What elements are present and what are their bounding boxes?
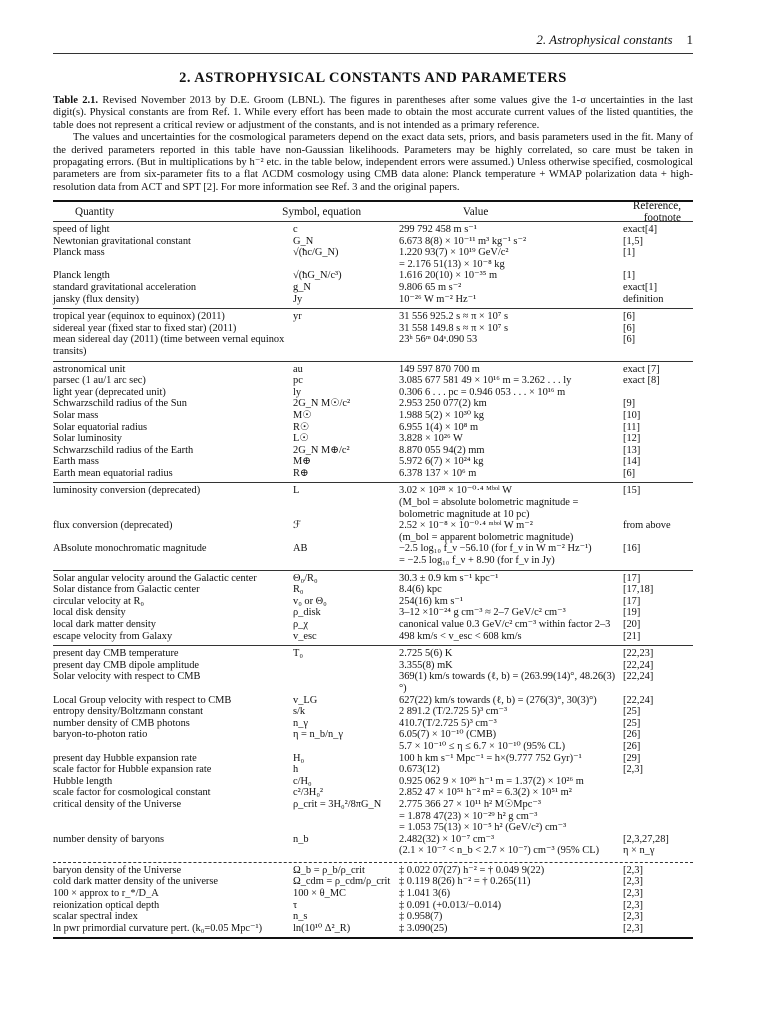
- value-cell: canonical value 0.3 GeV/c² cm⁻³ within factor 2–3: [399, 619, 611, 630]
- reference-cell: [2,3]: [623, 888, 643, 900]
- symbol-cell: Jy: [293, 293, 303, 305]
- reference-cell: exact [7]: [623, 363, 660, 375]
- value-cell: = −2.5 log₁₀ f_ν + 8.90 (for f_ν in Jy): [399, 555, 555, 567]
- quantity-cell: scale factor for cosmological constant: [53, 787, 211, 799]
- quantity-cell: ln pwr primordial curvature pert. (k₀=0.05 Mpc⁻¹): [53, 922, 263, 934]
- symbol-cell: η = n_b/n_γ: [293, 729, 343, 741]
- value-cell: 254(16) km s⁻¹: [399, 595, 464, 607]
- value-cell: ‡ 0.119 8(26) h⁻² = † 0.265(11): [399, 876, 531, 888]
- value-cell: = 1.878 47(23) × 10⁻²⁹ h² g cm⁻³: [399, 810, 538, 822]
- value-cell: 9.806 65 m s⁻²: [399, 281, 462, 293]
- quantity-cell: local dark matter density: [53, 619, 157, 630]
- table-row: [53, 923, 693, 935]
- value-cell: 299 792 458 m s⁻¹: [399, 224, 477, 235]
- symbol-cell: c²/3H₀²: [293, 787, 324, 799]
- value-cell: 23ʰ 56ᵐ 04ˢ.090 53: [399, 334, 478, 346]
- table-row: [53, 573, 693, 585]
- quantity-cell: Schwarzschild radius of the Sun: [53, 398, 187, 410]
- reference-cell: [15]: [623, 485, 641, 497]
- table-row: [53, 607, 693, 619]
- table-row: [53, 741, 693, 753]
- reference-cell: [19]: [623, 607, 641, 619]
- table-row: [53, 776, 693, 788]
- reference-cell: from above: [623, 520, 671, 532]
- reference-cell: [9]: [623, 398, 636, 410]
- symbol-cell: T₀: [293, 648, 303, 660]
- symbol-cell: H₀: [293, 752, 305, 764]
- value-cell: ‡ 0.022 07(27) h⁻² = † 0.049 9(22): [399, 864, 545, 876]
- quantity-cell: luminosity conversion (deprecated): [53, 485, 201, 497]
- table-group: [53, 483, 693, 569]
- reference-cell: [6]: [623, 311, 636, 323]
- table-row: [53, 584, 693, 596]
- quantity-cell: Solar angular velocity around the Galactic center: [53, 572, 257, 584]
- header-reference: Reference, footnote: [632, 199, 681, 224]
- header-value: Value: [462, 205, 489, 218]
- reference-cell: [25]: [623, 717, 641, 729]
- reference-cell: [22,24]: [623, 659, 654, 671]
- value-cell: ‡ 0.958(7): [399, 911, 443, 923]
- symbol-cell: n_s: [293, 911, 308, 923]
- quantity-cell: flux conversion (deprecated): [53, 520, 173, 532]
- value-cell: 6.955 1(4) × 10⁸ m: [399, 421, 479, 433]
- table-row: [53, 555, 693, 567]
- value-cell: 3.085 677 581 49 × 10¹⁶ m = 3.262 . . . ly: [399, 375, 572, 387]
- value-cell: 30.3 ± 0.9 km s⁻¹ kpc⁻¹: [399, 572, 499, 584]
- value-cell: 2 891.2 (T/2.725 5)³ cm⁻³: [399, 706, 508, 718]
- table-row: [53, 468, 693, 480]
- value-cell: 8.870 055 94(2) mm: [399, 444, 485, 456]
- symbol-cell: 2G_N M⊕/c²: [293, 444, 350, 456]
- symbol-cell: c: [293, 224, 298, 235]
- symbol-cell: n_γ: [293, 717, 308, 729]
- value-cell: 2.852 47 × 10⁵¹ h⁻² m² = 6.3(2) × 10⁵¹ m²: [399, 787, 572, 799]
- reference-cell: exact[1]: [623, 281, 658, 293]
- reference-cell: [29]: [623, 752, 641, 764]
- reference-cell: [2,3]: [623, 764, 643, 776]
- table-row: [53, 270, 693, 282]
- quantity-cell: sidereal year (fixed star to fixed star) (2011): [53, 322, 237, 334]
- quantity-cell: Earth mass: [53, 456, 99, 468]
- quantity-cell: 100 × approx to r_*/D_A: [53, 888, 159, 900]
- table-header: [53, 199, 693, 224]
- value-cell: ‡ 3.090(25): [399, 922, 448, 934]
- value-cell: 2.775 366 27 × 10¹¹ h² M☉Mpc⁻³: [399, 798, 541, 810]
- table-row: [53, 323, 693, 335]
- table-row: [53, 753, 693, 765]
- value-cell: 1.220 93(7) × 10¹⁹ GeV/c²: [399, 247, 509, 259]
- value-cell: 6.673 8(8) × 10⁻¹¹ m³ kg⁻¹ s⁻²: [399, 235, 527, 247]
- quantity-cell: present day CMB dipole amplitude: [53, 659, 200, 671]
- symbol-cell: yr: [293, 311, 302, 323]
- symbol-cell: g_N: [293, 281, 311, 293]
- value-cell: 2.953 250 077(2) km: [399, 398, 487, 410]
- symbol-cell: c/H₀: [293, 775, 312, 787]
- constants-table: [53, 200, 693, 939]
- quantity-cell: Solar mass: [53, 409, 99, 421]
- table-row: [53, 456, 693, 468]
- reference-cell: [2,3]: [623, 911, 643, 923]
- symbol-cell: ℱ: [293, 520, 302, 532]
- symbol-cell: Ω_cdm = ρ_cdm/ρ_crit: [293, 876, 391, 888]
- reference-cell: [12]: [623, 433, 641, 445]
- symbol-cell: v_esc: [293, 630, 317, 642]
- value-cell: = 1.053 75(13) × 10⁻⁵ h² (GeV/c²) cm⁻³: [399, 822, 567, 834]
- reference-cell: [6]: [623, 467, 636, 479]
- symbol-cell: R⊕: [293, 467, 309, 479]
- value-cell: 5.7 × 10⁻¹⁰ ≤ η ≤ 6.7 × 10⁻¹⁰ (95% CL): [399, 740, 566, 752]
- reference-cell: [17,18]: [623, 584, 654, 596]
- symbol-cell: ln(10¹⁰ Δ²_R): [293, 922, 351, 934]
- reference-cell: exact [8]: [623, 375, 660, 387]
- quantity-cell: scale factor for Hubble expansion rate: [53, 764, 212, 776]
- quantity-cell: Planck length: [53, 270, 110, 282]
- header-symbol: Symbol, equation: [282, 205, 362, 218]
- value-cell: 6.05(7) × 10⁻¹⁰ (CMB): [399, 729, 497, 741]
- symbol-cell: s/k: [293, 706, 306, 718]
- quantity-cell: Solar luminosity: [53, 433, 122, 445]
- table-row: [53, 387, 693, 399]
- value-cell: (M_bol = absolute bolometric magnitude = bolometric magnitude at 10 pc): [399, 497, 579, 520]
- quantity-cell: parsec (1 au/1 arc sec): [53, 375, 146, 387]
- quantity-cell: Schwarzschild radius of the Earth: [53, 444, 194, 456]
- symbol-cell: v₀ or Θ₀: [293, 595, 327, 607]
- reference-cell: definition: [623, 293, 664, 305]
- table-row: [53, 497, 693, 520]
- reference-cell: [16]: [623, 543, 641, 555]
- table-row: [53, 764, 693, 776]
- value-cell: 10⁻²⁶ W m⁻² Hz⁻¹: [399, 293, 477, 305]
- table-bottom-rule: [53, 937, 693, 939]
- quantity-cell: standard gravitational acceleration: [53, 281, 197, 293]
- table-row: [53, 876, 693, 888]
- table-row: [53, 445, 693, 457]
- quantity-cell: Planck mass: [53, 247, 105, 259]
- table-label: Table 2.1.: [53, 95, 99, 106]
- quantity-cell: Hubble length: [53, 775, 113, 787]
- value-cell: 0.673(12): [399, 764, 440, 776]
- quantity-cell: tropical year (equinox to equinox) (2011): [53, 311, 225, 323]
- symbol-cell: M⊕: [293, 456, 311, 468]
- value-cell: 369(1) km/s towards (ℓ, b) = (263.99(14)°, 48.26(3)°): [399, 671, 616, 694]
- reference-cell: [1,5]: [623, 235, 643, 247]
- symbol-cell: v_LG: [293, 694, 318, 706]
- table-row: [53, 799, 693, 811]
- table-row: [53, 375, 693, 387]
- table-row: [53, 398, 693, 410]
- value-cell: 410.7(T/2.725 5)³ cm⁻³: [399, 717, 497, 729]
- reference-cell: [2,3]: [623, 876, 643, 888]
- reference-cell: [2,3]: [623, 899, 643, 911]
- value-cell: = 2.176 51(13) × 10⁻⁸ kg: [399, 258, 505, 270]
- reference-cell: [13]: [623, 444, 641, 456]
- symbol-cell: M☉: [293, 409, 312, 421]
- quantity-cell: cold dark matter density of the universe: [53, 876, 219, 888]
- symbol-cell: Ω_b = ρ_b/ρ_crit: [293, 864, 365, 876]
- quantity-cell: astronomical unit: [53, 363, 126, 375]
- reference-cell: [1]: [623, 270, 636, 282]
- value-cell: 3.355(8) mK: [399, 659, 453, 671]
- caption-paragraph-1: [53, 95, 693, 132]
- value-cell: 3.02 × 10²⁸ × 10⁻⁰·⁴ ᴹᵇᵒˡ W: [399, 485, 512, 497]
- table-row: [53, 410, 693, 422]
- quantity-cell: number density of CMB photons: [53, 717, 190, 729]
- value-cell: −2.5 log₁₀ f_ν −56.10 (for f_ν in W m⁻² Hz⁻¹): [399, 543, 592, 555]
- table-row: [53, 631, 693, 643]
- quantity-cell: Newtonian gravitational constant: [53, 235, 191, 247]
- value-cell: 31 558 149.8 s ≈ π × 10⁷ s: [399, 322, 509, 334]
- caption-text-1: Revised November 2013 by D.E. Groom (LBNL). The figures in parentheses after some values give the 1-σ uncertainties in the last digit(s). Physical constants are from Ref. 1. While every effort has been made to obtain the most accurate current values of the listed quantities, the table does not represent a critical review or adjustment of the constants, and is not intended as a primary reference.: [53, 95, 694, 131]
- table-group: [53, 646, 693, 860]
- table-group: [53, 309, 693, 360]
- table-row: [53, 543, 693, 555]
- quantity-cell: critical density of the Universe: [53, 798, 182, 810]
- quantity-cell: speed of light: [53, 224, 110, 235]
- value-cell: ‡ 0.091 (+0.013/−0.014): [399, 899, 502, 911]
- table-row: [53, 596, 693, 608]
- value-cell: 498 km/s < v_esc < 608 km/s: [399, 630, 522, 642]
- reference-cell: [6]: [623, 322, 636, 334]
- reference-cell: [22,24]: [623, 671, 654, 683]
- value-cell: 100 h km s⁻¹ Mpc⁻¹ = h×(9.777 752 Gyr)⁻¹: [399, 752, 582, 764]
- reference-cell: [14]: [623, 456, 641, 468]
- table-row: [53, 706, 693, 718]
- value-cell: ‡ 1.041 3(6): [399, 888, 451, 900]
- reference-cell: [11]: [623, 421, 640, 433]
- table-group: [53, 863, 693, 938]
- value-cell: 5.972 6(7) × 10²⁴ kg: [399, 456, 484, 468]
- symbol-cell: τ: [293, 899, 298, 911]
- symbol-cell: G_N: [293, 235, 314, 247]
- table-row: [53, 422, 693, 434]
- quantity-cell: ABsolute monochromatic magnitude: [53, 543, 207, 555]
- reference-cell: [22,23]: [623, 648, 654, 660]
- table-body: [53, 222, 693, 937]
- table-row: [53, 845, 693, 857]
- page-title: 2. ASTROPHYSICAL CONSTANTS AND PARAMETERS: [179, 70, 567, 86]
- table-group: [53, 222, 693, 308]
- table-row: [53, 224, 693, 236]
- reference-cell: [10]: [623, 409, 641, 421]
- symbol-cell: L☉: [293, 433, 309, 445]
- reference-cell: [20]: [623, 619, 641, 630]
- table-row: [53, 834, 693, 846]
- reference-cell: [1]: [623, 247, 636, 259]
- quantity-cell: jansky (flux density): [53, 293, 139, 305]
- symbol-cell: Θ₀/R₀: [293, 572, 318, 584]
- table-row: [53, 900, 693, 912]
- reference-cell: [26]: [623, 740, 641, 752]
- table-row: [53, 729, 693, 741]
- table-row: [53, 822, 693, 834]
- reference-cell: [22,24]: [623, 694, 654, 706]
- reference-cell: η × n_γ: [623, 845, 655, 857]
- table-row: [53, 619, 693, 631]
- reference-cell: [21]: [623, 630, 641, 642]
- symbol-cell: n_b: [293, 833, 309, 845]
- reference-cell: exact[4]: [623, 224, 658, 235]
- reference-cell: [6]: [623, 334, 636, 346]
- table-row: [53, 888, 693, 900]
- value-cell: (2.1 × 10⁻⁷ < n_b < 2.7 × 10⁻⁷) cm⁻³ (95% CL): [399, 845, 600, 857]
- running-head: [536, 32, 693, 48]
- table-row: [53, 718, 693, 730]
- quantity-cell: light year (deprecated unit): [53, 386, 166, 398]
- table-row: [53, 660, 693, 672]
- table-caption: [53, 95, 693, 194]
- table-row: [53, 911, 693, 923]
- symbol-cell: ρ_χ: [293, 619, 308, 630]
- header-quantity: Quantity: [75, 205, 115, 218]
- running-title: 2. Astrophysical constants: [536, 32, 673, 47]
- value-cell: 2.482(32) × 10⁻⁷ cm⁻³: [399, 833, 495, 845]
- quantity-cell: local disk density: [53, 607, 126, 619]
- symbol-cell: AB: [293, 543, 308, 555]
- reference-cell: [25]: [623, 706, 641, 718]
- symbol-cell: ρ_disk: [293, 607, 321, 619]
- table-row: [53, 671, 693, 694]
- value-cell: 149 597 870 700 m: [399, 363, 480, 375]
- quantity-cell: Solar distance from Galactic center: [53, 584, 200, 596]
- reference-cell: [2,3,27,28]: [623, 833, 669, 845]
- table-row: [53, 695, 693, 707]
- symbol-cell: pc: [293, 375, 303, 387]
- quantity-cell: Local Group velocity with respect to CMB: [53, 694, 232, 706]
- page: [53, 0, 693, 1024]
- symbol-cell: R₀: [293, 584, 304, 596]
- table-row: [53, 787, 693, 799]
- quantity-cell: reionization optical depth: [53, 899, 160, 911]
- table-row: [53, 433, 693, 445]
- symbol-cell: R☉: [293, 421, 310, 433]
- value-cell: 2.52 × 10⁻⁸ × 10⁻⁰·⁴ ᵐᵇᵒˡ W m⁻²: [399, 520, 533, 532]
- caption-paragraph-2: The values and uncertainties for the cosmological parameters depend on the exact data sets, priors, and basis parameters used in the fit. Many of the derived parameters reported in this table have non-Gaussian likelihoods. Parameters may be highly correlated, so care must be taken in propagating errors. (But in multiplications by h⁻² etc. in the table below, independent errors were assumed.) Unless otherwise specified, cosmological parameters are from six-parameter fits to a flat ΛCDM cosmology using CMB data alone: Planck temperature + WMAP polarization data + high-resolution data from ACT and SPT [2]. For more information see Ref. 3 and the original papers.: [53, 132, 693, 193]
- reference-cell: [26]: [623, 729, 641, 741]
- quantity-cell: mean sidereal day (2011) (time between vernal equinox transits): [53, 334, 285, 357]
- table-row: [53, 648, 693, 660]
- table-row: [53, 865, 693, 877]
- quantity-cell: number density of baryons: [53, 833, 165, 845]
- symbol-cell: √(ħc/G_N): [293, 247, 339, 259]
- value-cell: 3.828 × 10²⁶ W: [399, 433, 463, 445]
- value-cell: 1.988 5(2) × 10³⁰ kg: [399, 409, 485, 421]
- quantity-cell: circular velocity at R₀: [53, 595, 145, 607]
- quantity-cell: present day CMB temperature: [53, 648, 179, 660]
- reference-cell: [2,3]: [623, 864, 643, 876]
- table-row: [53, 532, 693, 544]
- table-row: [53, 311, 693, 323]
- symbol-cell: au: [293, 363, 303, 375]
- symbol-cell: L: [293, 485, 300, 497]
- table-row: [53, 485, 693, 497]
- quantity-cell: Solar velocity with respect to CMB: [53, 671, 201, 683]
- symbol-cell: ly: [293, 386, 302, 398]
- reference-cell: [2,3]: [623, 922, 643, 934]
- reference-cell: [17]: [623, 595, 641, 607]
- value-cell: 6.378 137 × 10⁶ m: [399, 467, 477, 479]
- value-cell: 0.925 062 9 × 10²⁶ h⁻¹ m = 1.37(2) × 10²⁶ m: [399, 775, 584, 787]
- table-group: [53, 362, 693, 483]
- symbol-cell: ρ_crit = 3H₀²/8πG_N: [293, 798, 382, 810]
- table-row: [53, 236, 693, 248]
- quantity-cell: baryon density of the Universe: [53, 864, 182, 876]
- quantity-cell: escape velocity from Galaxy: [53, 630, 173, 642]
- header-rule: [53, 53, 693, 54]
- reference-cell: [17]: [623, 572, 641, 584]
- table-row: [53, 364, 693, 376]
- quantity-cell: entropy density/Boltzmann constant: [53, 706, 204, 718]
- value-cell: 627(22) km/s towards (ℓ, b) = (276(3)°, 30(3)°): [399, 694, 597, 706]
- symbol-cell: √(ħG_N/c³): [293, 270, 342, 282]
- table-row: [53, 294, 693, 306]
- quantity-cell: present day Hubble expansion rate: [53, 752, 197, 764]
- value-cell: 3–12 ×10⁻²⁴ g cm⁻³ ≈ 2–7 GeV/c² cm⁻³: [399, 607, 566, 619]
- quantity-cell: scalar spectral index: [53, 911, 138, 923]
- page-number: 1: [686, 32, 693, 47]
- symbol-cell: 2G_N M☉/c²: [293, 398, 351, 410]
- table-row: [53, 520, 693, 532]
- symbol-cell: h: [293, 764, 299, 776]
- table-row: [53, 334, 693, 357]
- table-row: [53, 259, 693, 271]
- symbol-cell: 100 × θ_MC: [293, 888, 346, 900]
- value-cell: 8.4(6) kpc: [399, 584, 442, 596]
- value-cell: 2.725 5(6) K: [399, 648, 453, 660]
- quantity-cell: Earth mean equatorial radius: [53, 467, 173, 479]
- quantity-cell: baryon-to-photon ratio: [53, 729, 148, 741]
- table-row: [53, 247, 693, 259]
- value-cell: (m_bol = apparent bolometric magnitude): [399, 531, 574, 543]
- value-cell: 0.306 6 . . . pc = 0.946 053 . . . × 10¹⁶ m: [399, 386, 566, 398]
- table-row: [53, 282, 693, 294]
- table-group: [53, 571, 693, 646]
- value-cell: 31 556 925.2 s ≈ π × 10⁷ s: [399, 311, 509, 323]
- table-row: [53, 811, 693, 823]
- quantity-cell: Solar equatorial radius: [53, 421, 148, 433]
- value-cell: 1.616 20(10) × 10⁻³⁵ m: [399, 270, 498, 282]
